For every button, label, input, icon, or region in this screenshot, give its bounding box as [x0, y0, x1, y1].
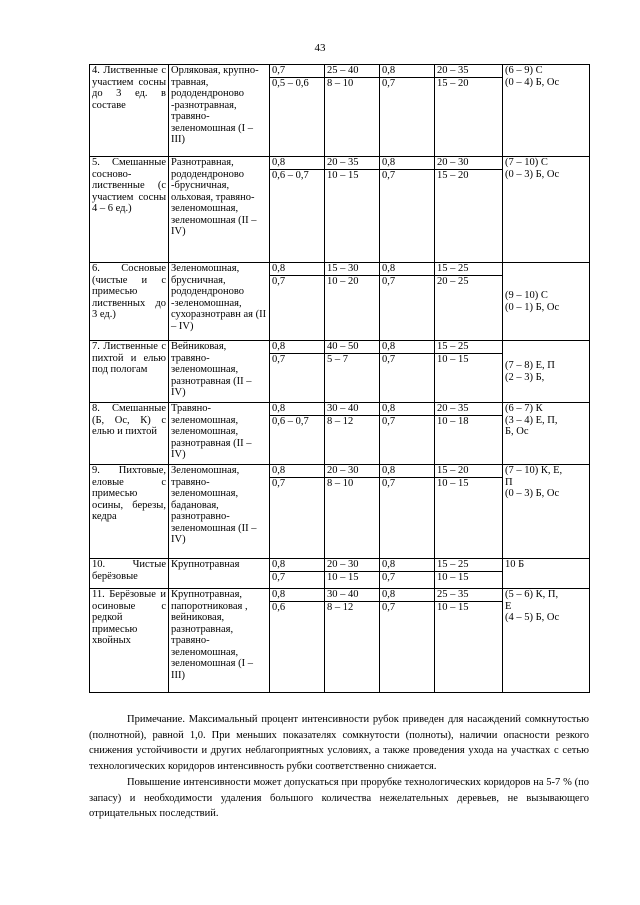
value-line: 20 – 30 [325, 465, 379, 478]
composition-line: (7 – 10) К, Е, [505, 465, 563, 476]
value-line: 0,7 [382, 275, 396, 287]
forest-type-cell: 11. Берёзовые и осиновые с редкой примесью хвойных [90, 589, 169, 693]
value-line: 0,8 [270, 341, 324, 354]
value-cell-a [270, 403, 325, 465]
composition-line: (9 – 10) С [505, 290, 548, 301]
composition-cell [503, 403, 590, 465]
value-cell-b [325, 157, 380, 263]
value-cell-d [435, 465, 503, 559]
value-line: 0,8 [380, 157, 434, 170]
value-line: 0,8 [380, 403, 434, 416]
value-cell-b [325, 559, 380, 589]
composition-line: (5 – 6) К, П, [505, 589, 559, 600]
value-line: 10 – 15 [327, 169, 359, 181]
composition-line: (0 – 3) Б, Ос [505, 168, 560, 180]
table-row [90, 157, 590, 263]
forest-type-cell: 10. Чистые берёзовые [90, 559, 169, 589]
value-line: 0,7 [382, 477, 396, 489]
value-line: 30 – 40 [325, 403, 379, 416]
composition-cell [503, 65, 590, 157]
forest-group-cell: Крупнотравная [169, 559, 270, 589]
value-cell-d [435, 263, 503, 341]
forest-type-cell: 6. Сосновые (чистые и с примесью лиственных до 3 ед.) [90, 263, 169, 341]
value-line: 10 – 15 [437, 477, 469, 489]
table-row [90, 263, 590, 341]
composition-line: Б, Ос [505, 426, 529, 437]
forest-type-cell: 8. Смешанные (Б, Ос, К) с елью и пихтой [90, 403, 169, 465]
value-cell-d [435, 341, 503, 403]
value-cell-c [380, 157, 435, 263]
value-line: 10 – 18 [437, 415, 469, 427]
value-cell-a [270, 559, 325, 589]
value-line: 0,7 [382, 77, 396, 89]
value-line: 10 – 15 [437, 571, 469, 583]
value-line: 10 – 15 [437, 353, 469, 365]
value-line: 0,5 – 0,6 [272, 77, 309, 89]
value-line: 0,7 [382, 415, 396, 427]
value-line: 25 – 40 [325, 65, 379, 78]
forest-group-cell: Зеленомошная, травяно-зеленомошная, бадановая, разнотравно-зеленомошная (II – IV) [169, 465, 270, 559]
value-line: 0,6 – 0,7 [272, 169, 309, 181]
value-line: 20 – 35 [435, 403, 502, 416]
composition-line: (6 – 9) С [505, 65, 543, 76]
value-cell-a [270, 157, 325, 263]
table-row [90, 65, 590, 157]
value-line: 8 – 12 [327, 601, 354, 613]
value-cell-d [435, 157, 503, 263]
composition-line: (3 – 4) Е, П, [505, 414, 558, 426]
table-row [90, 403, 590, 465]
value-line: 20 – 35 [325, 157, 379, 170]
value-line: 15 – 25 [435, 341, 502, 354]
value-line: 8 – 10 [327, 77, 354, 89]
value-line: 0,8 [380, 465, 434, 478]
composition-cell [503, 263, 590, 341]
value-line: 5 – 7 [327, 353, 348, 365]
value-line: 0,7 [382, 353, 396, 365]
value-cell-c [380, 403, 435, 465]
value-cell-b [325, 341, 380, 403]
value-cell-d [435, 559, 503, 589]
value-cell-d [435, 403, 503, 465]
value-line: 10 – 15 [437, 601, 469, 613]
composition-line: П [505, 476, 513, 488]
value-line: 20 – 25 [437, 275, 469, 287]
note-paragraph [89, 712, 589, 774]
forest-group-cell: Орляковая, крупно-травная, рододендроново -разнотравная, травяно-зеленомошная (I – III) [169, 65, 270, 157]
value-line: 0,7 [382, 571, 396, 583]
composition-line: (6 – 7) К [505, 403, 543, 414]
table-row [90, 589, 590, 693]
forest-table [89, 64, 590, 693]
value-cell-a [270, 341, 325, 403]
forest-type-cell: 7. Лиственные с пихтой и елью под пологам [90, 341, 169, 403]
value-cell-a [270, 589, 325, 693]
value-cell-d [435, 589, 503, 693]
value-line: 8 – 10 [327, 477, 354, 489]
value-line: 0,8 [270, 465, 324, 478]
forest-type-cell: 4. Лиственные с участием сосны до 3 ед. в составе [90, 65, 169, 157]
value-line: 0,7 [272, 571, 286, 583]
forest-type-cell: 5. Смешанные сосново-лиственные (с участием сосны 4 – 6 ед.) [90, 157, 169, 263]
forest-group-cell: Вейниковая, травяно-зеленомошная, разнотравная (II – IV) [169, 341, 270, 403]
table-row [90, 465, 590, 559]
value-line: 0,6 [272, 601, 286, 613]
value-line: 20 – 35 [435, 65, 502, 78]
value-cell-b [325, 263, 380, 341]
value-line: 0,8 [380, 65, 434, 78]
composition-line: (4 – 5) Б, Ос [505, 612, 560, 623]
value-line: 0,8 [380, 341, 434, 354]
note-text-2: Повышение интенсивности может допускаться при прорубке технологических коридоров на 5-7 % (по запасу) и необходимости удаления большого количества нежелательных деревьев, не вызывающего отрицательных последствий. [89, 777, 589, 819]
value-line: 30 – 40 [325, 589, 379, 602]
value-line: 15 – 25 [435, 263, 502, 276]
value-line: 40 – 50 [325, 341, 379, 354]
value-cell-c [380, 465, 435, 559]
value-line: 0,8 [270, 403, 324, 416]
table-row [90, 559, 590, 589]
value-line: 0,7 [382, 169, 396, 181]
value-cell-c [380, 263, 435, 341]
composition-cell [503, 157, 590, 263]
value-line: 0,8 [380, 263, 434, 276]
value-line: 0,7 [272, 353, 286, 365]
composition-line: 10 Б [505, 559, 525, 570]
value-line: 20 – 30 [325, 559, 379, 572]
composition-line: Е [505, 600, 512, 612]
value-line: 0,8 [270, 589, 324, 602]
value-cell-a [270, 465, 325, 559]
composition-cell [503, 589, 590, 693]
composition-cell [503, 559, 590, 589]
composition-cell [503, 341, 590, 403]
value-line: 0,7 [272, 477, 286, 489]
table-row [90, 341, 590, 403]
value-line: 10 – 20 [327, 275, 359, 287]
value-cell-b [325, 403, 380, 465]
forest-group-cell: Травяно-зеленомошная, зеленомошная, разнотравная (II – IV) [169, 403, 270, 465]
composition-cell [503, 465, 590, 559]
page-number: 43 [314, 42, 326, 54]
value-cell-d [435, 65, 503, 157]
value-line: 15 – 30 [325, 263, 379, 276]
value-line: 0,7 [270, 65, 324, 78]
forest-group-cell: Крупнотравная, папоротниковая , вейниковая, разнотравная, травяно-зеленомошная, зеленомошная (I – III) [169, 589, 270, 693]
value-line: 0,8 [380, 559, 434, 572]
value-line: 8 – 12 [327, 415, 354, 427]
value-cell-c [380, 589, 435, 693]
value-cell-a [270, 65, 325, 157]
composition-line: (0 – 3) Б, Ос [505, 488, 560, 499]
value-line: 25 – 35 [435, 589, 502, 602]
value-cell-b [325, 65, 380, 157]
value-line: 15 – 20 [437, 169, 469, 181]
composition-line: (7 – 8) Е, П [505, 360, 555, 371]
value-line: 0,8 [380, 589, 434, 602]
value-line: 10 – 15 [327, 571, 359, 583]
forest-group-cell: Зеленомошная, брусничная, рододендроново -зеленомошная, сухоразнотравн ая (II – IV) [169, 263, 270, 341]
value-line: 20 – 30 [435, 157, 502, 170]
forest-type-cell: 9. Пихтовые, еловые с примесью осины, березы, кедра [90, 465, 169, 559]
value-cell-c [380, 559, 435, 589]
value-line: 0,8 [270, 157, 324, 170]
composition-line: (7 – 10) С [505, 157, 548, 168]
value-cell-c [380, 341, 435, 403]
value-line: 0,7 [382, 601, 396, 613]
note-text: Примечание. Максимальный процент интенсивности рубок приведен для насаждений сомкнутостью (полнотной), равной 1,0. При меньших показателях сомкнутости (полноты), наличии опасности резкого снижения устойчивости и других неблагоприятных условиях, а также проведения ухода на участках с сетью технологических коридоров интенсивность рубки соответственно снижается. [89, 714, 589, 772]
composition-line: (0 – 1) Б, Ос [505, 301, 560, 313]
value-cell-b [325, 589, 380, 693]
value-line: 0,7 [272, 275, 286, 287]
value-cell-c [380, 65, 435, 157]
composition-line: (2 – 3) Б, [505, 371, 545, 383]
value-line: 0,6 – 0,7 [272, 415, 309, 427]
note-paragraph-2 [89, 775, 589, 822]
composition-line: (0 – 4) Б, Ос [505, 76, 560, 88]
forest-group-cell: Разнотравная, рододендроново -брусничная, ольховая, травяно-зеленомошная, зеленомошная (II – IV) [169, 157, 270, 263]
value-cell-a [270, 263, 325, 341]
value-line: 0,8 [270, 263, 324, 276]
value-line: 15 – 25 [435, 559, 502, 572]
value-line: 15 – 20 [437, 77, 469, 89]
value-line: 15 – 20 [435, 465, 502, 478]
value-line: 0,8 [270, 559, 324, 572]
value-cell-b [325, 465, 380, 559]
